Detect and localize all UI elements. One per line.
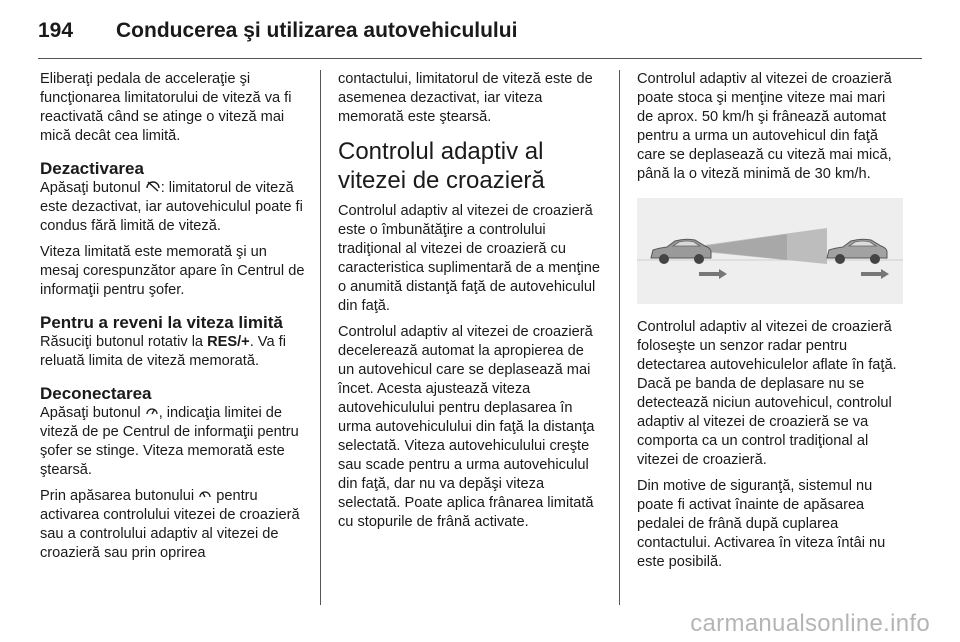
paragraph-reveni: Răsuciţi butonul rotativ la RES/+. Va fi reluată limita de viteză memorată. [40,334,286,369]
heading-adaptive-cruise: Controlul adaptiv al vitezei de croazieră [338,138,545,194]
paragraph-acc-speeds: Controlul adaptiv al vitezei de croazieră poate stoca şi menţine viteze mai mari de aprox. 50 km/h şi frânează automat pentru a urma un autovehicul din faţă care se deplasează cu viteză mai mică, până la o viteză minimă de 30 km/h. [637,71,892,182]
paragraph-acc-decelerate: Controlul adaptiv al vitezei de croazieră decelerează automat la apropierea de un autovehicul care se deplasează mai încet. Acesta ajustează viteza autovehiculului pentru deplasarea în urma autovehiculului din faţă la distanţa selectată. Viteza autovehiculului creşte sau scade pentru a urma autovehiculul din faţă, dar nu va depăşi viteza selectată. Poate aplica frânarea limitată cu stopurile de frână activate. [338,324,595,530]
direction-arrow-icon [699,269,727,279]
heading-deconectarea: Deconectarea [40,384,152,403]
paragraph-contact-continued: contactului, limitatorul de viteză este de asemenea dezactivat, iar viteza memorată este ştearsă. [338,71,593,125]
speed-limiter-icon [145,404,159,423]
column-divider-2 [619,70,620,605]
paragraph-dezactivarea: Apăsaţi butonul : limitatorul de viteză este dezactivat, iar autovehiculul poate fi condus fără limită de viteză. [40,180,303,234]
paragraph-prin-apasarea: Prin apăsarea butonului pentru activarea controlului vitezei de croazieră sau a controlului adaptiv al vitezei de croazieră sau prin oprirea [40,488,300,561]
column-1 [40,70,306,570]
res-plus-label: RES/+ [207,334,250,350]
watermark: carmanualsonline.info [690,610,930,637]
paragraph-safety: Din motive de siguranţă, sistemul nu poate fi activat înainte de apăsarea pedalei de frână după cuplarea contactului. Activarea în viteza întâi nu este posibilă. [637,478,886,570]
paragraph-deconectarea: Apăsaţi butonul , indicaţia limitei de viteză de pe Centrul de informaţii pentru şofer se stinge. Viteza memorată este ştearsă. [40,405,299,478]
heading-dezactivarea: Dezactivarea [40,159,144,178]
chapter-title: Conducerea şi utilizarea autovehiculului [116,19,518,42]
radar-illustration [637,198,903,304]
direction-arrow-icon [861,269,889,279]
paragraph-release-pedal: Eliberaţi pedala de acceleraţie şi funcţionarea limitatorului de viteză va fi reactivată când se atinge o viteză mai mică decât cea limită. [40,71,292,144]
heading-reveni: Pentru a reveni la viteza limită [40,313,283,332]
page-header [38,14,922,48]
column-2 [338,70,604,539]
page-number: 194 [38,19,74,42]
paragraph-memorized: Viteza limitată este memorată şi un mesaj corespunzător apare în Centrul de informaţii pentru şofer. [40,244,305,298]
cruise-control-icon [198,487,212,506]
speed-limiter-off-icon [145,179,161,198]
column-3 [637,70,903,579]
paragraph-radar-sensor: Controlul adaptiv al vitezei de croazieră foloseşte un senzor radar pentru detectarea autovehiculelor aflate în faţă. Dacă pe banda de deplasare nu se detectează niciun autovehicul, controlul adaptiv al vitezei de croazieră se va comporta ca un control tradiţional al vitezei de croazieră. [637,319,897,468]
column-divider-1 [320,70,321,605]
header-rule [38,58,922,59]
paragraph-acc-intro: Controlul adaptiv al vitezei de croazieră este o îmbunătăţire a controlului tradiţional al vitezei de croazieră cu caracteristica suplimentară de a menţine o anumită distanţă faţă de autovehiculul din faţă. [338,203,601,314]
